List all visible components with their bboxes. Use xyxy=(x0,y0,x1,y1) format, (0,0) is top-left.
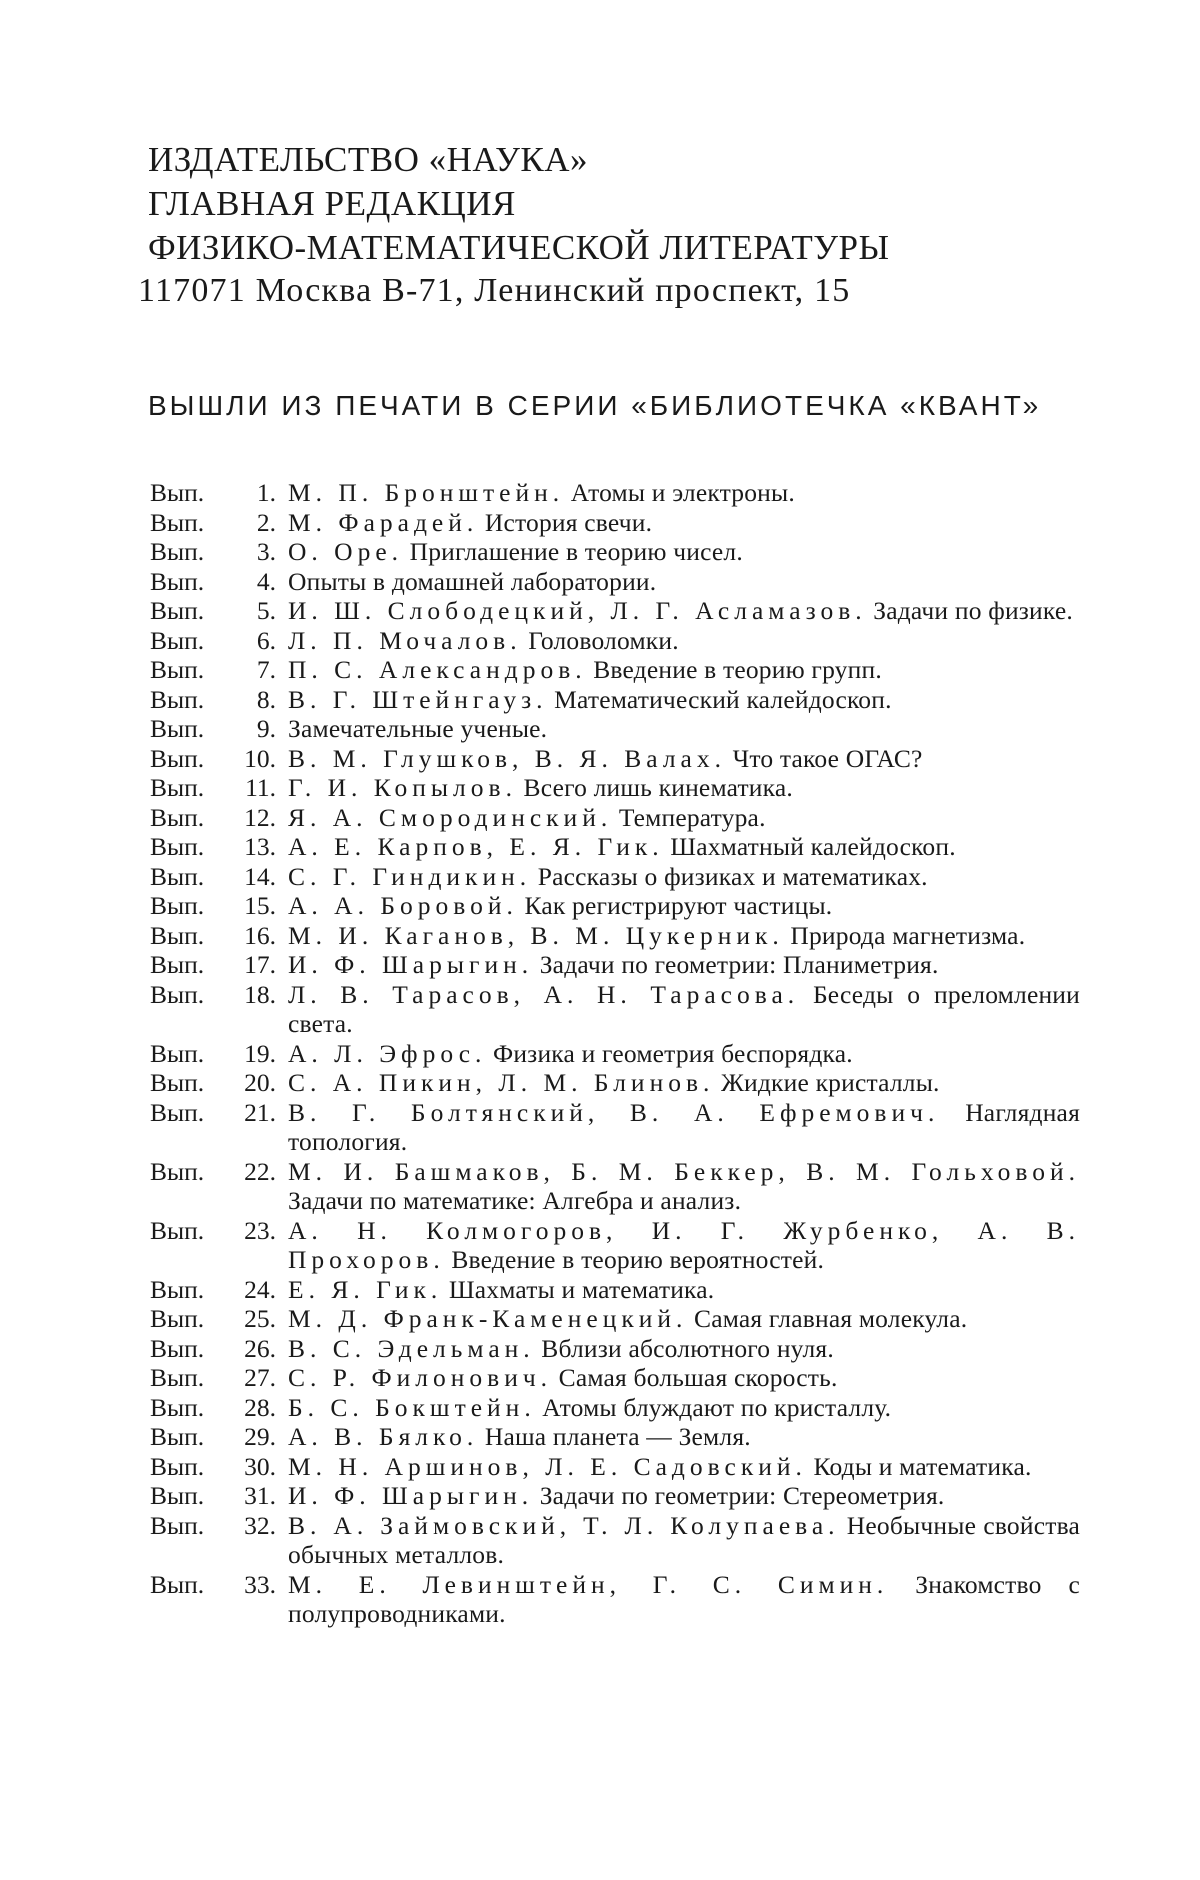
issue-title: Необычные свойства обычных металлов. xyxy=(288,1510,1080,1569)
issue-number: 32. xyxy=(244,1510,276,1540)
issue-label: Вып. xyxy=(150,832,205,861)
list-item xyxy=(150,1511,1080,1570)
publisher-department: ГЛАВНАЯ РЕДАКЦИЯ xyxy=(148,184,516,223)
issue-authors: А. В. Бялко. xyxy=(288,1422,479,1451)
issue-authors: С. А. Пикин, Л. М. Блинов. xyxy=(288,1068,715,1097)
issue-label: Вып. xyxy=(150,1363,205,1392)
issue-authors: С. Г. Гиндикин. xyxy=(288,861,532,891)
issue-entry-text xyxy=(288,1393,1080,1423)
issue-entry-text xyxy=(288,1422,1080,1452)
issue-label: Вып. xyxy=(150,1569,205,1599)
issue-title: Шахматный калейдоскоп. xyxy=(670,832,956,861)
issue-number: 4. xyxy=(256,566,276,596)
issue-number: 18. xyxy=(244,979,276,1009)
issue-authors: М. Е. Левинштейн, Г. С. Симин. xyxy=(288,1569,889,1599)
issue-title: Коды и математика. xyxy=(813,1451,1032,1481)
issue-title: История свечи. xyxy=(484,507,653,537)
issue-number: 22. xyxy=(244,1156,276,1186)
issue-number: 2. xyxy=(256,507,276,537)
issue-authors: В. Г. Болтянский, В. А. Ефремович. xyxy=(288,1097,940,1127)
issue-title: Шахматы и математика. xyxy=(448,1274,715,1304)
issue-number: 15. xyxy=(244,891,276,920)
issue-number: 25. xyxy=(244,1304,276,1333)
list-item xyxy=(150,478,1080,508)
list-item xyxy=(150,921,1080,951)
list-item xyxy=(150,567,1080,597)
issue-number: 28. xyxy=(244,1392,276,1422)
list-item xyxy=(150,1570,1080,1629)
issue-authors: В. С. Эдельман. xyxy=(288,1333,535,1363)
issue-entry-text xyxy=(288,980,1080,1039)
issue-title: Задачи по математике: Алгебра и анализ. xyxy=(288,1186,742,1215)
issue-authors: Е. Я. Гик. xyxy=(288,1274,443,1304)
issue-entry-text xyxy=(288,685,1080,715)
issue-entry-text xyxy=(288,1157,1080,1216)
issue-label: Вып. xyxy=(150,1274,205,1304)
issue-number: 10. xyxy=(244,743,276,773)
issue-label: Вып. xyxy=(150,478,205,507)
issue-entry-text xyxy=(288,1511,1080,1570)
issue-label: Вып. xyxy=(150,655,205,684)
list-item xyxy=(150,980,1080,1039)
issue-authors: Л. В. Тарасов, А. Н. Тарасова. xyxy=(288,979,800,1009)
issue-title: Задачи по физике. xyxy=(873,596,1073,625)
issue-label: Вып. xyxy=(150,684,205,714)
issue-title: Как регистрируют частицы. xyxy=(524,891,833,920)
issue-entry-text xyxy=(288,1481,1080,1511)
list-item xyxy=(150,744,1080,774)
series-heading: ВЫШЛИ ИЗ ПЕЧАТИ В СЕРИИ «БИБЛИОТЕЧКА «КВАНТ» xyxy=(148,390,1042,421)
issue-label: Вып. xyxy=(150,625,205,655)
issue-number: 21. xyxy=(244,1097,276,1127)
issue-title: Наглядная топология. xyxy=(288,1097,1081,1156)
issue-authors: И. Ф. Шарыгин. xyxy=(288,950,534,979)
list-item xyxy=(150,1039,1080,1069)
list-item xyxy=(150,891,1080,921)
issue-authors: Б. С. Бокштейн. xyxy=(288,1392,536,1422)
issue-entry-text xyxy=(288,655,1080,685)
list-item xyxy=(150,655,1080,685)
issue-title: Физика и геометрия беспорядка. xyxy=(492,1038,853,1068)
issue-entry-text xyxy=(288,1098,1080,1157)
list-item xyxy=(150,773,1080,803)
issue-entry-text xyxy=(288,1570,1080,1629)
issue-number: 33. xyxy=(244,1569,276,1599)
issue-entry-text xyxy=(288,1304,1080,1334)
issue-number: 6. xyxy=(256,625,276,655)
list-item xyxy=(150,803,1080,833)
list-item xyxy=(150,1275,1080,1305)
issue-label: Вып. xyxy=(150,1215,205,1245)
issue-label: Вып. xyxy=(150,920,205,950)
issue-entry-text xyxy=(288,891,1080,921)
list-item xyxy=(150,1216,1080,1275)
issue-entry-text xyxy=(288,1334,1080,1364)
issue-label: Вып. xyxy=(150,950,205,979)
issue-label: Вып. xyxy=(150,1068,205,1097)
issue-entry-text xyxy=(288,832,1080,862)
issue-title: Математический калейдоскоп. xyxy=(554,684,892,714)
issue-entry-text xyxy=(288,921,1080,951)
issue-number: 26. xyxy=(244,1333,276,1363)
issue-authors: Г. И. Копылов. xyxy=(288,773,517,802)
list-item xyxy=(150,1363,1080,1393)
issue-authors: И. Ш. Слободецкий, Л. Г. Асламазов. xyxy=(288,596,867,625)
issue-authors: И. Ф. Шарыгин. xyxy=(288,1481,534,1510)
issue-label: Вып. xyxy=(150,743,205,773)
issue-authors: М. Н. Аршинов, Л. Е. Садовский. xyxy=(288,1451,807,1481)
list-item xyxy=(150,950,1080,980)
issue-entry-text xyxy=(288,862,1080,892)
issue-number: 3. xyxy=(256,537,276,566)
issue-entry-text xyxy=(288,596,1080,626)
issue-entry-text xyxy=(288,1363,1080,1393)
issue-authors: А. Л. Эфрос. xyxy=(288,1038,487,1068)
issue-label: Вып. xyxy=(150,1304,205,1333)
issue-label: Вып. xyxy=(150,566,205,596)
issue-number: 9. xyxy=(256,714,276,743)
list-item xyxy=(150,832,1080,862)
issue-entry-text xyxy=(288,1039,1080,1069)
issue-label: Вып. xyxy=(150,1392,205,1422)
issue-title: Опыты в домашней лаборатории. xyxy=(288,566,657,596)
issue-label: Вып. xyxy=(150,1038,205,1068)
list-item xyxy=(150,1452,1080,1482)
issue-authors: А. Е. Карпов, Е. Я. Гик. xyxy=(288,832,664,861)
list-item xyxy=(150,1068,1080,1098)
issue-authors: М. Д. Франк-Каменецкий. xyxy=(288,1304,688,1333)
issue-label: Вып. xyxy=(150,1451,205,1481)
issue-title: Приглашение в теорию чисел. xyxy=(409,537,743,566)
issue-number: 23. xyxy=(244,1215,276,1245)
issue-label: Вып. xyxy=(150,537,205,566)
issue-number: 11. xyxy=(245,773,276,802)
issue-authors: М. И. Башмаков, Б. М. Беккер, В. М. Гольховой. xyxy=(288,1156,1080,1186)
issue-label: Вып. xyxy=(150,773,205,802)
issue-number: 31. xyxy=(244,1481,276,1510)
issue-authors: М. И. Каганов, В. М. Цукерник. xyxy=(288,920,784,950)
issue-authors: А. А. Боровой. xyxy=(288,891,518,920)
issue-number: 27. xyxy=(244,1363,276,1392)
issue-label: Вып. xyxy=(150,802,205,832)
list-item xyxy=(150,1157,1080,1216)
list-item xyxy=(150,508,1080,538)
issue-entry-text xyxy=(288,626,1080,656)
issue-label: Вып. xyxy=(150,1481,205,1510)
issue-title: Беседы о преломлении света. xyxy=(288,979,1081,1038)
list-item xyxy=(150,537,1080,567)
issue-title: Атомы и электроны. xyxy=(570,478,795,507)
list-item xyxy=(150,1334,1080,1364)
issue-label: Вып. xyxy=(150,1510,205,1540)
issue-number: 19. xyxy=(244,1038,276,1068)
issue-title: Температура. xyxy=(618,802,766,832)
issue-number: 16. xyxy=(244,920,276,950)
issue-number: 12. xyxy=(244,802,276,832)
list-item xyxy=(150,1098,1080,1157)
issue-title: Рассказы о физиках и математиках. xyxy=(537,861,928,891)
issue-entry-text xyxy=(288,1452,1080,1482)
list-item xyxy=(150,1393,1080,1423)
issue-authors: Л. П. Мочалов. xyxy=(288,625,522,655)
publisher-address: 117071 Москва В-71, Ленинский проспект, 15 xyxy=(138,272,851,309)
issue-entry-text xyxy=(288,537,1080,567)
issue-title: Задачи по геометрии: Планиметрия. xyxy=(539,950,939,979)
list-item xyxy=(150,685,1080,715)
issue-label: Вып. xyxy=(150,714,205,743)
issue-entry-text xyxy=(288,744,1080,774)
list-item xyxy=(150,1304,1080,1334)
issue-number: 5. xyxy=(256,596,276,625)
issue-label: Вып. xyxy=(150,891,205,920)
issue-number: 29. xyxy=(244,1422,276,1451)
issue-entry-text xyxy=(288,1275,1080,1305)
issue-authors: В. М. Глушков, В. Я. Валах. xyxy=(288,743,726,773)
issue-number: 7. xyxy=(256,655,276,684)
issue-label: Вып. xyxy=(150,1333,205,1363)
issue-title: Наша планета — Земля. xyxy=(484,1422,751,1451)
issue-entry-text xyxy=(288,478,1080,508)
issue-number: 13. xyxy=(244,832,276,861)
issue-authors: А. Н. Колмогоров, И. Г. Журбенко, А. В. Прохоров. xyxy=(288,1215,1080,1274)
issue-title: Атомы блуждают по кристаллу. xyxy=(542,1392,892,1422)
issue-entry-text xyxy=(288,950,1080,980)
issue-authors: В. Г. Штейнгауз. xyxy=(288,684,548,714)
issue-authors: М. Фарадей. xyxy=(288,507,479,537)
list-item xyxy=(150,862,1080,892)
publisher-subdepartment: ФИЗИКО-МАТЕМАТИЧЕСКОЙ ЛИТЕРАТУРЫ xyxy=(148,228,890,267)
issue-authors: П. С. Александров. xyxy=(288,655,587,684)
issue-title: Головоломки. xyxy=(528,625,679,655)
issue-authors: С. Р. Филонович. xyxy=(288,1363,553,1392)
issue-title: Задачи по геометрии: Стереометрия. xyxy=(539,1481,945,1510)
publisher-name: ИЗДАТЕЛЬСТВО «НАУКА» xyxy=(148,140,588,179)
issue-label: Вып. xyxy=(150,1097,205,1127)
issue-entry-text xyxy=(288,773,1080,803)
issue-authors: М. П. Бронштейн. xyxy=(288,478,565,507)
issue-title: Что такое ОГАС? xyxy=(732,743,923,773)
list-item xyxy=(150,714,1080,744)
list-item xyxy=(150,596,1080,626)
issue-number: 30. xyxy=(244,1451,276,1481)
issue-entry-text xyxy=(288,1068,1080,1098)
issue-label: Вып. xyxy=(150,979,205,1009)
issue-entry-text xyxy=(288,508,1080,538)
issue-title: Самая большая скорость. xyxy=(558,1363,838,1392)
issue-title: Замечательные ученые. xyxy=(288,714,548,743)
issue-authors: О. Оре. xyxy=(288,537,404,566)
issue-number: 1. xyxy=(256,478,276,507)
issue-authors: В. А. Займовский, Т. Л. Колупаева. xyxy=(288,1510,840,1540)
issue-title: Жидкие кристаллы. xyxy=(720,1068,940,1097)
issue-number: 24. xyxy=(244,1274,276,1304)
issue-list xyxy=(150,478,1080,1629)
issue-title: Введение в теорию вероятностей. xyxy=(451,1245,825,1274)
list-item xyxy=(150,626,1080,656)
issue-number: 17. xyxy=(244,950,276,979)
issue-number: 14. xyxy=(244,861,276,891)
issue-label: Вып. xyxy=(150,507,205,537)
issue-title: Знакомство с полупроводниками. xyxy=(288,1569,1080,1628)
issue-authors: Я. А. Смородинский. xyxy=(288,802,613,832)
issue-title: Самая главная молекула. xyxy=(694,1304,968,1333)
issue-label: Вып. xyxy=(150,1156,205,1186)
list-item xyxy=(150,1481,1080,1511)
issue-number: 8. xyxy=(256,684,276,714)
issue-number: 20. xyxy=(244,1068,276,1097)
issue-title: Введение в теорию групп. xyxy=(593,655,882,684)
issue-entry-text xyxy=(288,1216,1080,1275)
issue-title: Вблизи абсолютного нуля. xyxy=(541,1333,834,1363)
issue-entry-text xyxy=(288,714,1080,744)
issue-title: Всего лишь кинематика. xyxy=(523,773,793,802)
issue-title: Природа магнетизма. xyxy=(790,920,1026,950)
issue-entry-text xyxy=(288,803,1080,833)
issue-label: Вып. xyxy=(150,596,205,625)
list-item xyxy=(150,1422,1080,1452)
issue-label: Вып. xyxy=(150,1422,205,1451)
issue-label: Вып. xyxy=(150,861,205,891)
issue-entry-text xyxy=(288,567,1080,597)
